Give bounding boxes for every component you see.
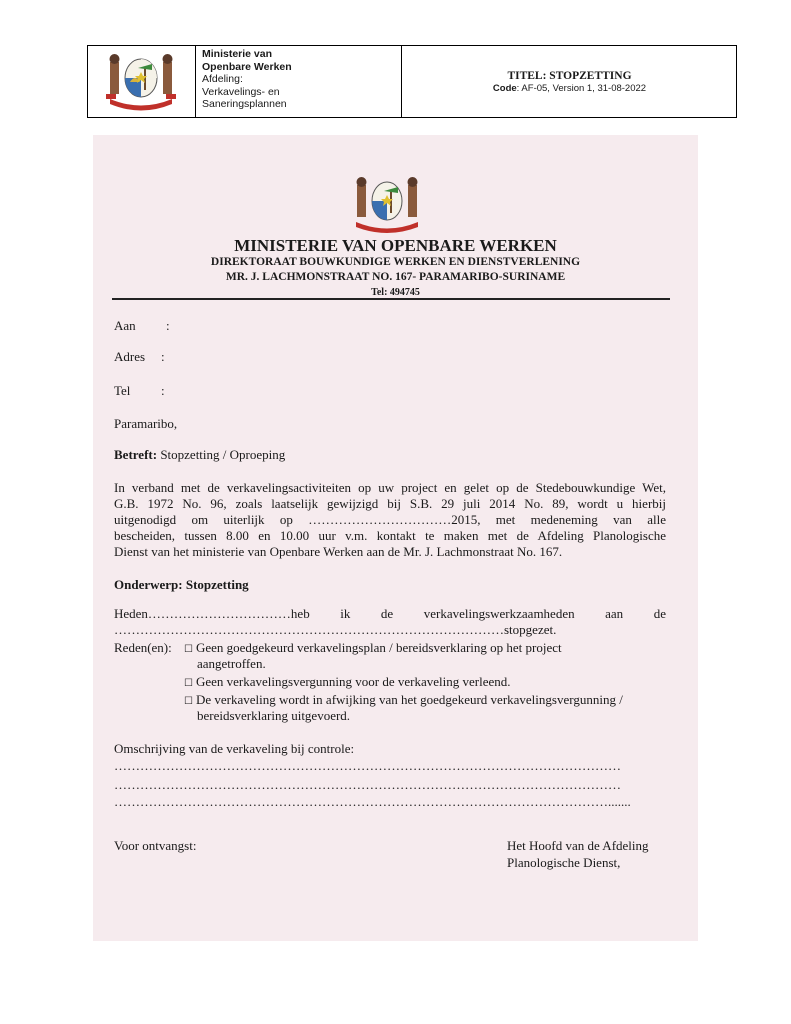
betreft-value: Stopzetting / Oproeping (157, 447, 286, 462)
dept-line: Saneringsplannen (202, 98, 287, 110)
letter-sheet (93, 135, 698, 941)
coat-of-arms-logo (88, 46, 195, 117)
header-logo-cell (88, 46, 196, 117)
place-line: Paramaribo, (114, 416, 178, 431)
body-line: Dienst van het ministerie van Openbare Werken aan de Mr. J. Lachmonstraat No. 167. (114, 544, 563, 559)
dotted-line: ……………………………………………………………………………………………………… (114, 777, 621, 792)
betreft-line (114, 447, 285, 463)
tel-colon: : (161, 383, 165, 398)
heden-line: ………………………………………………………………………………stopgezet. (114, 622, 557, 637)
reason-text-cont: bereidsverklaring uitgevoerd. (197, 708, 351, 723)
reason-text-cont: aangetroffen. (197, 656, 266, 671)
omschrijving-label: Omschrijving van de verkaveling bij controle: (114, 741, 355, 756)
letterhead-divider (112, 298, 670, 300)
document-code (403, 83, 736, 94)
adres-colon: : (161, 349, 165, 364)
code-value: : AF-05, Version 1, 31-08-2022 (516, 83, 647, 94)
adres-label: Adres (114, 349, 146, 364)
checkbox-icon[interactable]: ☐ (184, 678, 193, 689)
body-line: uitgenodigd om uiterlijk op ……………………………2015, met medeneming van alle (114, 512, 666, 527)
document-title: TITEL: STOPZETTING (507, 70, 632, 82)
signature-dept: Planologische Dienst, (507, 855, 621, 870)
signature-title: Het Hoofd van de Afdeling (507, 838, 649, 853)
reason-text: Geen verkavelingsvergunning voor de verkaveling verleend. (195, 674, 511, 689)
header-department (195, 46, 402, 117)
code-label: Code (492, 83, 517, 94)
address-line: MR. J. LACHMONSTRAAT NO. 167- PARAMARIBO-SURINAME (225, 271, 566, 283)
betreft-label: Betreft: (114, 447, 158, 462)
dept-line: Ministerie van (202, 48, 273, 60)
redenen-label: Reden(en): (114, 640, 172, 655)
header-title-cell (403, 46, 736, 117)
ministry-title: MINISTERIE VAN OPENBARE WERKEN (234, 236, 557, 255)
aan-colon: : (166, 318, 170, 333)
onderwerp-heading: Onderwerp: Stopzetting (114, 577, 249, 592)
dept-line: Afdeling: (202, 73, 243, 85)
directorate-line: DIREKTORAAT BOUWKUNDIGE WERKEN EN DIENSTVERLENING (210, 256, 581, 268)
body-line: In verband met de verkavelingsactiviteiten op uw project en gelet op de Stedebouwkundige Wet, (114, 480, 666, 495)
aan-label: Aan (114, 318, 136, 333)
body-line: G.B. 1972 No. 96, zoals laatselijk gewijzigd bij S.B. 29 juli 2014 No. 89, wordt u hierbij (114, 496, 666, 511)
telephone-line: Tel: 494745 (371, 287, 420, 298)
voor-ontvangst-label: Voor ontvangst: (114, 838, 197, 853)
tel-label: Tel (114, 383, 131, 398)
dept-line: Openbare Werken (202, 60, 292, 73)
body-line: bescheiden, tussen 8.00 en 10.00 uur v.m. kontakt te maken met de Afdeling Planologische (114, 528, 666, 543)
dotted-line: ……………………………………………………………………………………………………....... (114, 794, 631, 809)
checkbox-icon[interactable]: ☐ (184, 644, 193, 655)
document-header (87, 45, 737, 118)
reason-text: De verkaveling wordt in afwijking van het goedgekeurd verkavelingsvergunning / (195, 692, 623, 707)
reason-item (184, 674, 511, 690)
dept-line: Verkavelings- en (202, 85, 280, 98)
checkbox-icon[interactable]: ☐ (184, 696, 193, 707)
heden-paragraph (114, 606, 666, 638)
heden-line: Heden……………………………heb ik de verkavelingswerkzaamheden aan de (114, 606, 666, 621)
reason-item (184, 692, 623, 708)
reason-text: Geen goedgekeurd verkavelingsplan / bereidsverklaring op het project (195, 640, 562, 655)
dotted-line: ……………………………………………………………………………………………………… (114, 758, 621, 773)
body-paragraph (114, 480, 666, 560)
coat-of-arms-crest (351, 173, 423, 235)
reason-item (184, 640, 562, 656)
